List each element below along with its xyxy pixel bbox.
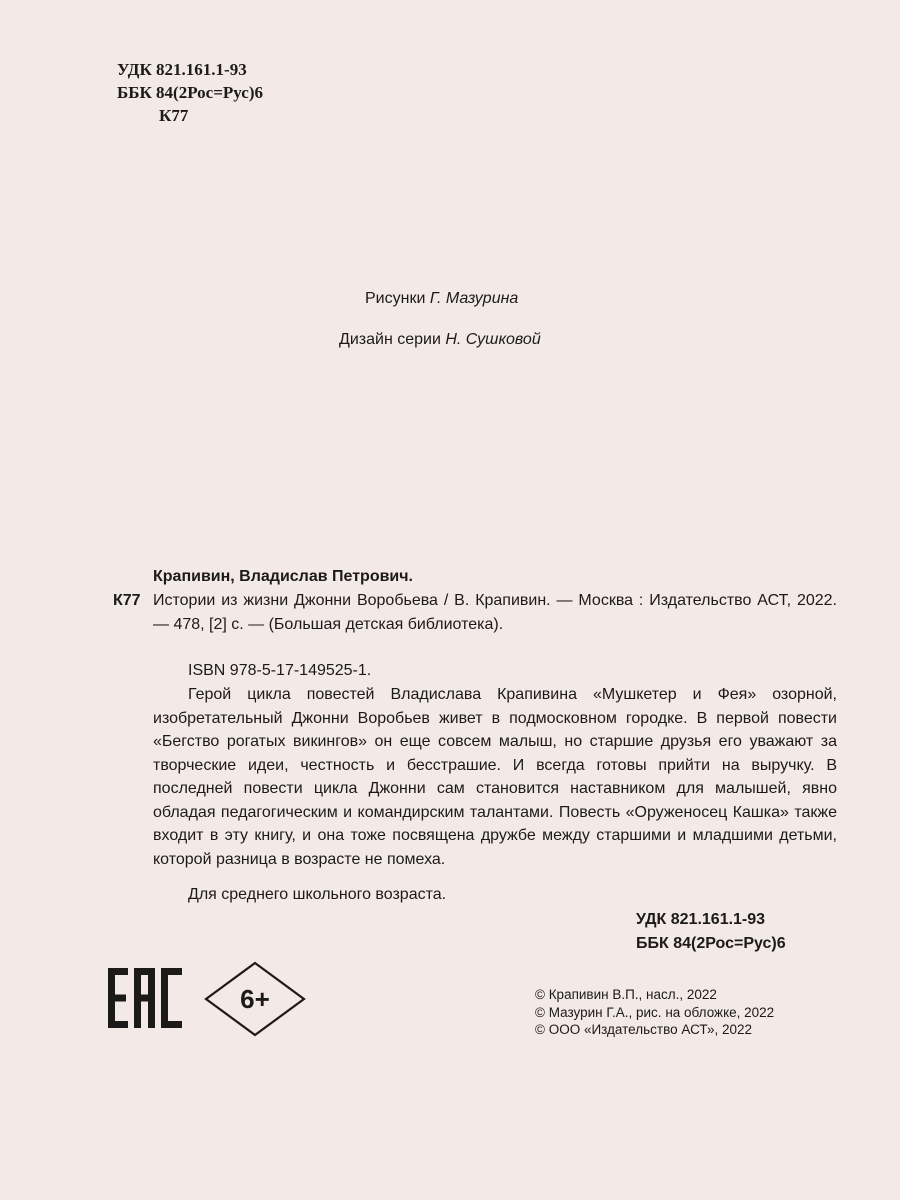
catalog-author-mark: К77 bbox=[113, 592, 141, 609]
isbn: ISBN 978-5-17-149525-1. bbox=[188, 662, 372, 679]
design-credit bbox=[339, 331, 541, 349]
design-label: Дизайн серии bbox=[339, 331, 441, 348]
top-classification-codes bbox=[117, 58, 263, 127]
copyright-block bbox=[535, 986, 774, 1039]
bbk-code-bottom: ББК 84(2Рос=Рус)6 bbox=[636, 935, 786, 952]
age-rating-text: 6+ bbox=[240, 984, 270, 1014]
illustrations-credit bbox=[365, 290, 518, 308]
copyright-line: © Крапивин В.П., насл., 2022 bbox=[535, 987, 717, 1002]
author-mark: К77 bbox=[159, 106, 189, 125]
illustrator-name: Г. Мазурина bbox=[429, 290, 519, 307]
udk-code-bottom: УДК 821.161.1-93 bbox=[636, 911, 766, 928]
age-rating-badge bbox=[203, 960, 307, 1038]
bbk-code: ББК 84(2Рос=Рус)6 bbox=[117, 83, 263, 102]
designer-name: Н. Сушковой bbox=[445, 331, 541, 348]
bibliographic-description: Истории из жизни Джонни Воробьева / В. Крапивин. — Москва : Издательство АСТ, 2022. — 478, [2] с. — (Большая детская библиотека). bbox=[153, 592, 837, 633]
eac-mark-icon bbox=[108, 968, 182, 1028]
audience-note: Для среднего школьного возраста. bbox=[188, 886, 447, 903]
bottom-classification-codes bbox=[636, 908, 786, 956]
illustrations-label: Рисунки bbox=[365, 290, 426, 307]
udk-code: УДК 821.161.1-93 bbox=[117, 60, 247, 79]
copyright-line: © ООО «Издательство АСТ», 2022 bbox=[535, 1022, 753, 1037]
catalog-author: Крапивин, Владислав Петрович. bbox=[153, 568, 413, 585]
copyright-line: © Мазурин Г.А., рис. на обложке, 2022 bbox=[535, 1004, 775, 1020]
annotation: Герой цикла повестей Владислава Крапивина «Мушкетер и Фея» озорной, изобретательный Джонни Воробьев живет в подмосковном городке. В первой повести «Бегство рогатых викингов» он еще совсем малыш, но старшие друзья его уважают за творческие идеи, честность и бесстрашие. И всегда готовы прийти на выручку. В последней повести цикла Джонни сам становится наставником для малышей, явно обладая педагогическим и командирским талантами. Повесть «Оруженосец Кашка» также входит в эту книгу, и она тоже посвящена дружбе между старшими и младшими детьми, которой разница в возрасте не помеха. bbox=[153, 686, 837, 868]
